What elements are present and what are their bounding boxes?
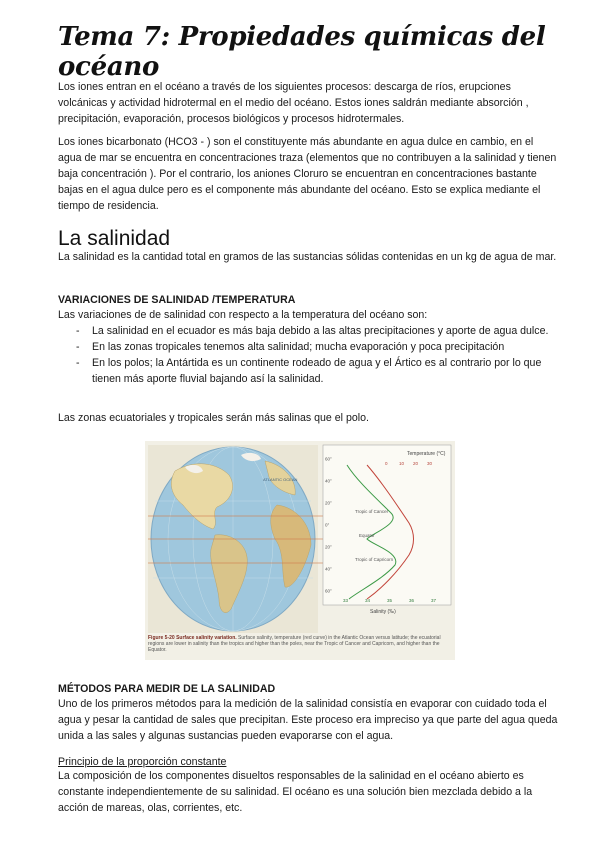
salinity-tick-label: 34 [365, 598, 371, 603]
latitude-tick-label: 20° [325, 500, 332, 506]
temperature-tick-label: 10 [399, 461, 405, 466]
list-item: - La salinidad en el ecuador es más baja debido a las altas precipitaciones y aporte de agua dulce. [58, 323, 558, 339]
graph-panel [323, 445, 451, 605]
latitude-tick-label: 60° [325, 588, 332, 594]
list-item: - En los polos; la Antártida es un continente rodeado de agua y el Ártico es al contrario por lo que tienen más aporte fluvial bajando así la salinidad. [58, 355, 558, 387]
salinity-figure [145, 441, 455, 660]
salinity-axis-label: Salinity (‰) [370, 609, 396, 615]
salinity-tick-label: 35 [387, 598, 393, 603]
metodos-heading: MÉTODOS PARA MEDIR DE LA SALINIDAD [58, 683, 276, 695]
latitude-tick-label: 40° [325, 478, 332, 484]
salinity-figure-graphic [145, 441, 455, 660]
variaciones-list [58, 323, 558, 387]
ocean-label: ATLANTIC OCEAN [263, 477, 298, 482]
temperature-axis-label: Temperature (°C) [407, 451, 446, 457]
temperature-tick-label: 20 [413, 461, 419, 466]
salinity-tick-label: 36 [409, 598, 415, 603]
latitude-tick-label: 60° [325, 456, 332, 462]
salinity-tick-label: 33 [343, 598, 349, 603]
figure-caption [148, 635, 448, 653]
salinity-tick-label: 37 [431, 598, 437, 603]
variaciones-heading: VARIACIONES DE SALINIDAD /TEMPERATURA [58, 294, 296, 306]
tropic-capricorn-label: Tropic of Capricorn [355, 557, 394, 562]
caption-text: Surface salinity, temperature (red curve) in the Atlantic Ocean versus latitude; the ecuatorial regions are lower in salinity than the tropics and higher than the poles, near the Tropic of Cancer and Capricorn, and higher than the Equator. [148, 635, 441, 653]
salinidad-heading: La salinidad [58, 227, 171, 250]
salinidad-definition: La salinidad es la cantidad total en gramos de las sustancias sólidas contenidas en un kg de agua de mar. [58, 251, 557, 263]
variaciones-conclusion: Las zonas ecuatoriales y tropicales serán más salinas que el polo. [58, 412, 369, 424]
temperature-tick-label: 0 [385, 461, 388, 466]
equator-label: Equator [359, 533, 375, 538]
principio-heading: Principio de la proporción constante [58, 756, 227, 768]
latitude-tick-label: 0° [325, 522, 330, 528]
caption-label: Figure 5-20 Surface salinity variation. [148, 635, 237, 641]
variaciones-intro: Las variaciones de de salinidad con respecto a la temperatura del océano son: [58, 309, 428, 321]
latitude-tick-label: 20° [325, 544, 332, 550]
metodos-text: Uno de los primeros métodos para la medición de la salinidad consistía en evaporar con cuidado toda el agua y pesar la cantidad de sales que precipitan. Este proceso era impreciso ya que parte del agua queda unida a las sales y algunas sustancias pueden evaporarse con el agua. [58, 698, 558, 742]
latitude-tick-label: 40° [325, 566, 332, 572]
intro-paragraph-1: Los iones entran en el océano a través de los siguientes procesos: descarga de ríos, erupciones volcánicas y actividad hidrotermal en el medio del océano. Estos iones saldrán mediante absorción , precipitación, evaporación, procesos biológicos y procesos hidrotermales. [58, 81, 529, 125]
list-item: - En las zonas tropicales tenemos alta salinidad; mucha evaporación y poca precipitación [58, 339, 558, 355]
tropic-cancer-label: Tropic of Cancer [355, 509, 389, 514]
temperature-tick-label: 30 [427, 461, 433, 466]
page-title: Tema 7: Propiedades químicas del océano [58, 22, 546, 82]
intro-paragraph-2: Los iones bicarbonato (HCO3 - ) son el constituyente más abundante en agua dulce en cambio, en el agua de mar se encuentra en concentraciones traza (elementos que no contribuyen a la salinidad y tienen baja concentración ). Por el contrario, los aniones Cloruro se encuentran en concentraciones bastante bajas en el agua dulce pero es el componente más abundante del océano. Esto se explica mediante el tiempo de residencia. [58, 136, 557, 212]
principio-text: La composición de los componentes disueltos responsables de la salinidad en el océano abierto es constante independientemente de su salinidad. El océano es una solución bien mezclada debido a la acción de mareas, olas, corrientes, etc. [58, 770, 533, 814]
